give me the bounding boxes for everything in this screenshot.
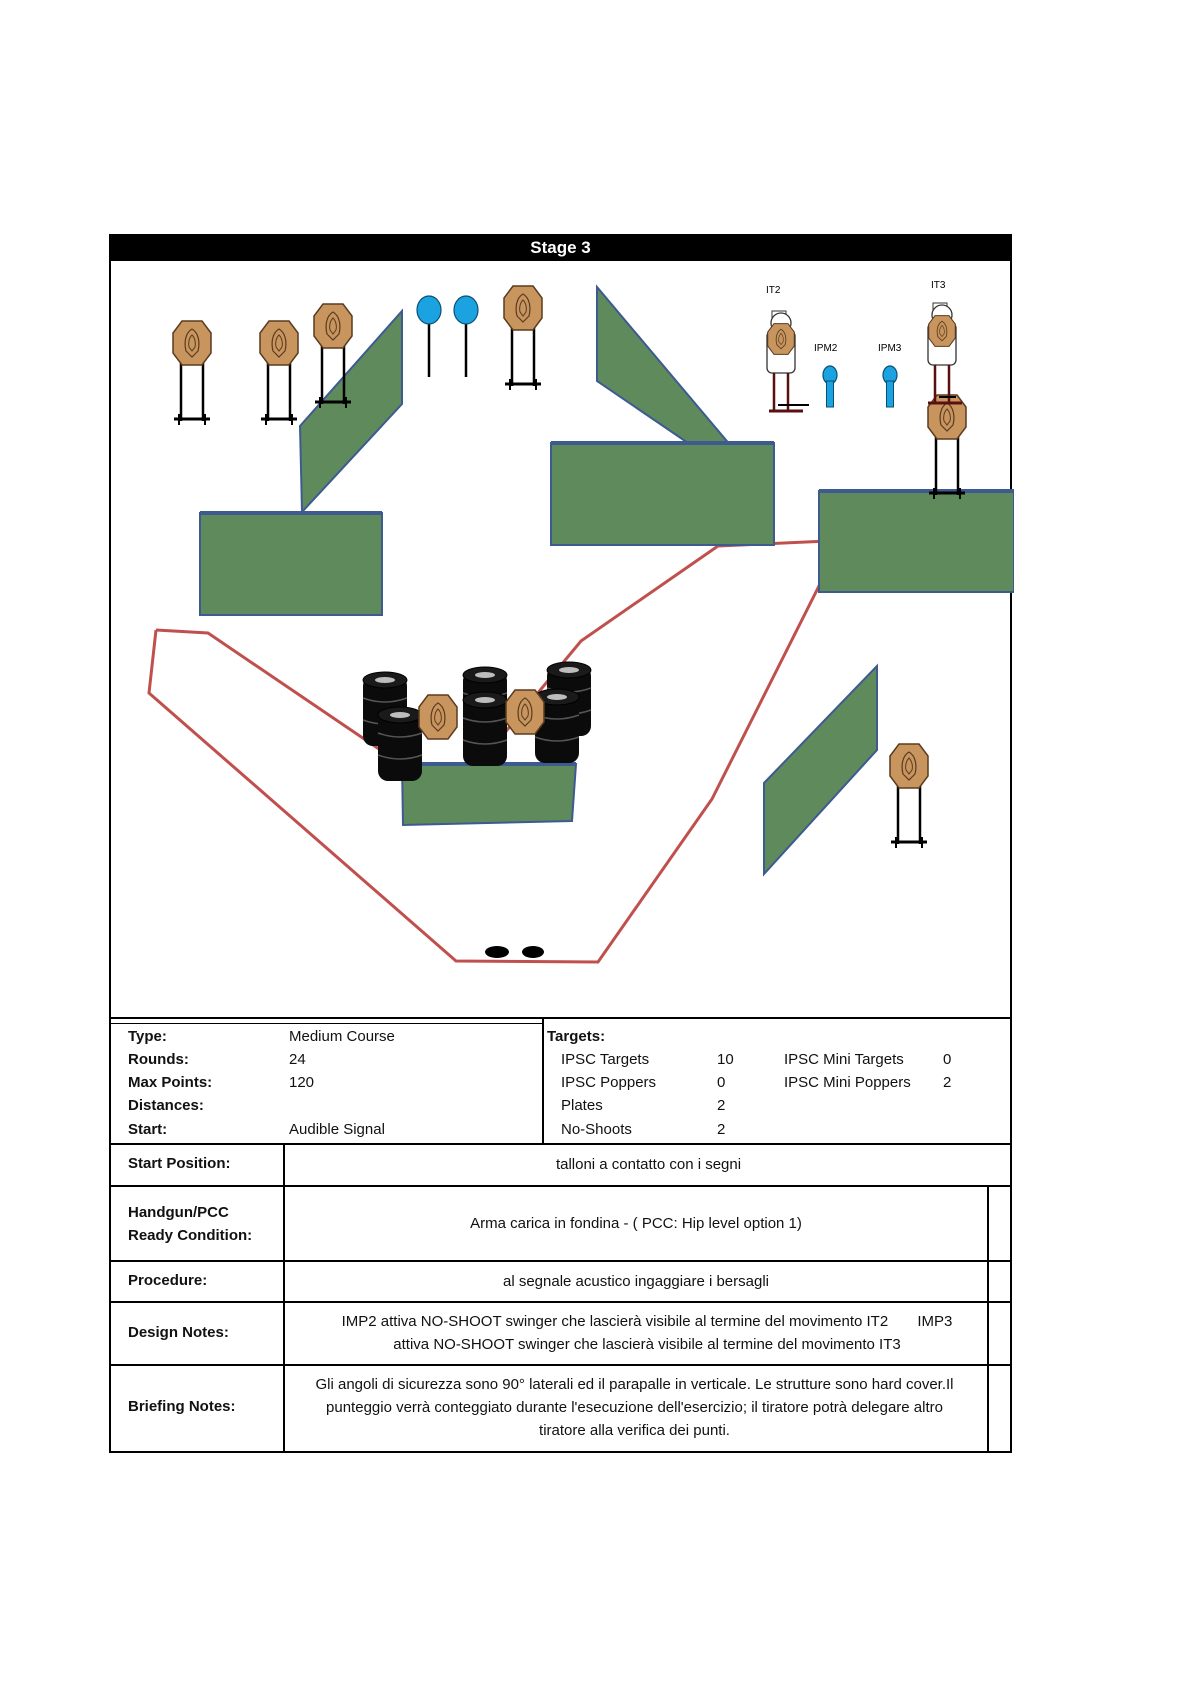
mini-popper-ipm2 <box>823 366 837 407</box>
barrel <box>378 707 422 781</box>
ready-condition-value: Arma carica in fondina - ( PCC: Hip level option 1) <box>470 1215 802 1232</box>
start-row <box>128 1119 528 1141</box>
wall-right <box>819 491 1014 592</box>
distances-row <box>128 1095 528 1117</box>
wall-center <box>551 443 774 545</box>
it3-swinger <box>928 303 962 403</box>
start-position-row <box>109 1145 1012 1187</box>
procedure-label: Procedure: <box>128 1272 208 1289</box>
ipsc-target <box>890 744 928 848</box>
it2-swinger <box>767 311 809 411</box>
briefing-notes-line-3: tiratore alla verifica dei punti. <box>539 1422 730 1439</box>
start-mark <box>522 946 544 958</box>
design-notes-line-1: IMP2 attiva NO-SHOOT swinger che lascierà visibile al termine del movimento IT2 IMP3 <box>341 1313 953 1330</box>
briefing-notes-label: Briefing Notes: <box>128 1398 236 1415</box>
wall-left <box>200 513 382 615</box>
type-row <box>128 1026 528 1048</box>
procedure-value: al segnale acustico ingaggiare i bersagli <box>502 1273 769 1290</box>
ipsc-targets-label: IPSC Targets <box>561 1051 650 1068</box>
rounds-row <box>128 1049 528 1071</box>
maxpoints-row <box>128 1072 528 1094</box>
start-label: Start: <box>128 1121 168 1138</box>
wall-angled-left <box>300 311 402 512</box>
mini-popper-ipm3 <box>883 366 897 407</box>
barrel <box>463 692 507 766</box>
plate-target <box>454 296 478 377</box>
ready-label-line-2: Ready Condition: <box>128 1227 253 1244</box>
wall-angled-lower-right <box>764 666 877 874</box>
distances-label: Distances: <box>128 1097 204 1114</box>
targets-heading: Targets: <box>547 1028 606 1045</box>
briefing-notes-row <box>109 1366 1012 1453</box>
rounds-label: Rounds: <box>128 1051 189 1068</box>
type-value: Medium Course <box>289 1028 395 1045</box>
mini-targets-value: 0 <box>943 1051 952 1068</box>
stage-title: Stage 3 <box>109 234 1012 261</box>
stage-diagram <box>109 261 1012 1017</box>
noshoots-label: No-Shoots <box>561 1121 632 1138</box>
ipsc-poppers-value: 0 <box>717 1074 726 1091</box>
maxpoints-value: 120 <box>289 1074 315 1091</box>
start-position-value: talloni a contatto con i segni <box>555 1156 742 1173</box>
start-mark <box>485 946 509 958</box>
stage-info-left <box>111 1019 544 1143</box>
wall-angled-center <box>597 287 731 446</box>
design-notes-value <box>287 1310 1007 1356</box>
briefing-notes-line-2: punteggio verrà conteggiato durante l'esecuzione dell'esercizio; il tiratore potrà delegare altro <box>326 1399 943 1416</box>
procedure-row <box>109 1262 1012 1303</box>
ready-label-line-1: Handgun/PCC <box>128 1204 229 1221</box>
ipsc-target <box>928 395 966 499</box>
ipsc-target <box>173 321 211 425</box>
stage-info-table <box>109 1017 1012 1145</box>
ipsc-targets-value: 10 <box>717 1051 734 1068</box>
mini-poppers-label: IPSC Mini Poppers <box>784 1074 911 1091</box>
plates-label: Plates <box>561 1097 603 1114</box>
ready-condition-row <box>109 1187 1012 1262</box>
ipsc-poppers-label: IPSC Poppers <box>561 1074 657 1091</box>
ipsc-target <box>419 695 457 739</box>
label-it3: IT3 <box>931 280 946 291</box>
start-value: Audible Signal <box>289 1121 385 1138</box>
briefing-notes-value <box>285 1373 984 1442</box>
stage-diagram-svg <box>111 261 1014 1017</box>
ipsc-target <box>260 321 298 425</box>
label-ipm2: IPM2 <box>814 343 838 354</box>
design-notes-label: Design Notes: <box>128 1324 229 1341</box>
noshoots-value: 2 <box>717 1121 726 1138</box>
start-position-label: Start Position: <box>128 1155 231 1172</box>
type-label: Type: <box>128 1028 167 1045</box>
design-notes-line-2: attiva NO-SHOOT swinger che lascierà visibile al termine del movimento IT3 <box>393 1336 901 1353</box>
rounds-value: 24 <box>289 1051 306 1068</box>
design-notes-row <box>109 1303 1012 1366</box>
ipsc-target <box>506 690 544 734</box>
wall-barricade <box>402 764 576 825</box>
ipsc-target <box>504 286 542 390</box>
mini-poppers-value: 2 <box>943 1074 952 1091</box>
plates-value: 2 <box>717 1097 726 1114</box>
label-ipm3: IPM3 <box>878 343 902 354</box>
plate-target <box>417 296 441 377</box>
maxpoints-label: Max Points: <box>128 1074 213 1091</box>
label-it2: IT2 <box>766 285 781 296</box>
ready-condition-label <box>128 1201 252 1247</box>
briefing-notes-line-1: Gli angoli di sicurezza sono 90° laterali ed il parapalle in verticale. Le strutture sono hard cover.Il <box>315 1376 954 1393</box>
mini-targets-label: IPSC Mini Targets <box>784 1051 904 1068</box>
